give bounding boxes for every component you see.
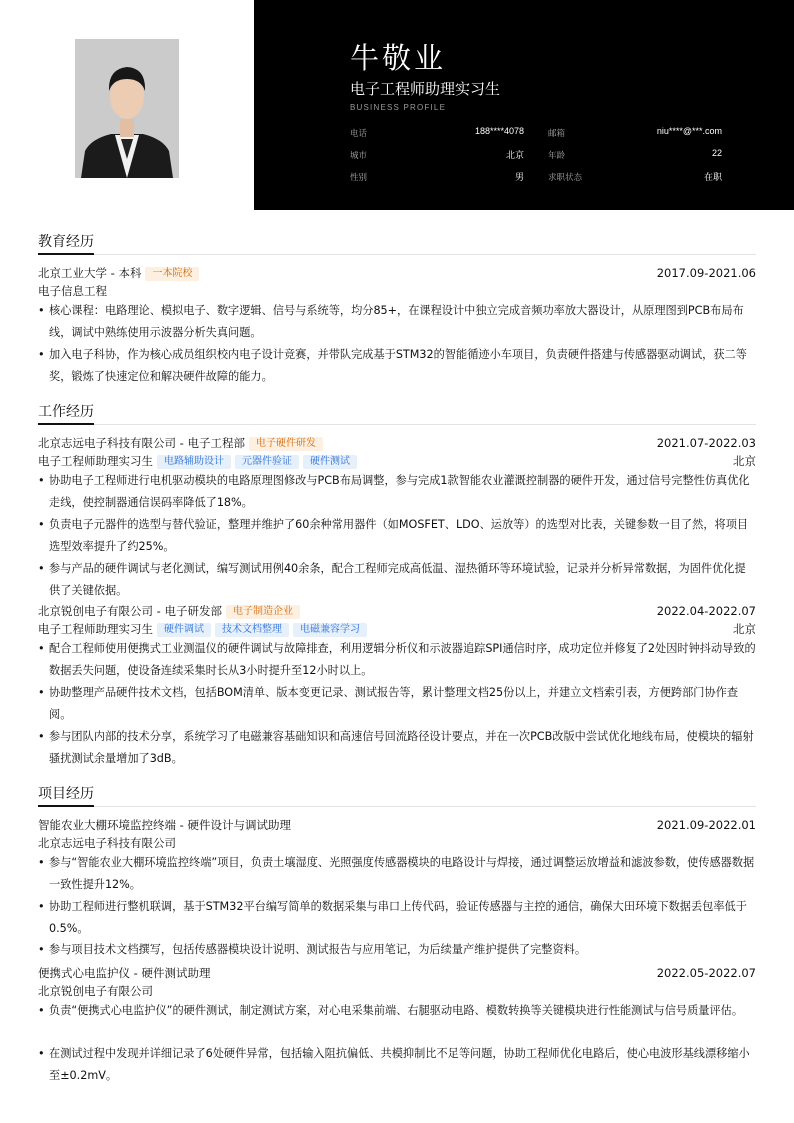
- city-label: 城市: [350, 151, 368, 161]
- candidate-name: 牛敬业: [350, 41, 447, 75]
- section-title: [38, 232, 756, 254]
- job-date: 2022.04-2022.07: [656, 604, 756, 618]
- resume-header: [0, 0, 794, 210]
- skill-tag: 硬件测试: [303, 455, 357, 469]
- skill-tag: 硬件调试: [157, 623, 211, 637]
- project-entry-header: [38, 816, 756, 834]
- project-entry-header: [38, 964, 756, 982]
- job-title: 电子工程师助理实习生: [350, 80, 501, 98]
- job-role: 电子工程师助理实习生: [38, 622, 153, 636]
- project-bullet: • 参与“智能农业大棚环境监控终端”项目，负责土壤湿度、光照强度传感器模块的电路设计与焊接，通过调整运放增益和滤波参数，使传感器数据一致性提升12%。: [38, 852, 756, 896]
- job-bullet: • 配合工程师使用便携式工业测温仪的硬件调试与故障排查，利用逻辑分析仪和示波器追踪SPI通信时序，成功定位并修复了2处因时钟抖动导致的数据丢失问题，使设备连续采集时长从3小时提升至12小时以上。: [38, 638, 756, 682]
- job-location: 北京: [733, 622, 756, 636]
- project-date: 2022.05-2022.07: [656, 966, 756, 980]
- major-row: [38, 282, 756, 300]
- skill-tag: 技术文档整理: [215, 623, 289, 637]
- education-bullet: • 加入电子科协，作为核心成员组织校内电子设计竞赛，并带队完成基于STM32的智能循迹小车项目，负责硬件搭建与传感器驱动调试，获二等奖，锻炼了快速定位和解决硬件故障的能力。: [38, 344, 756, 388]
- job-bullet: • 参与产品的硬件调试与老化测试，编写测试用例40余条，配合工程师完成高低温、湿热循环等环境试验，记录并分析异常数据，为固件优化提供了关键依据。: [38, 558, 756, 602]
- job-role-row: [38, 620, 756, 638]
- phone-label: 电话: [350, 129, 368, 139]
- job-bullet: • 参与团队内部的技术分享，系统学习了电磁兼容基础知识和高速信号回流路径设计要点，并在一次PCB改版中尝试优化地线布局，使模块的辐射骚扰测试余量增加了3dB。: [38, 726, 756, 770]
- project-date: 2021.09-2022.01: [656, 818, 756, 832]
- projects-heading: 项目经历: [38, 786, 94, 802]
- skill-tag: 电磁兼容学习: [293, 623, 367, 637]
- project-name: 智能农业大棚环境监控终端 - 硬件设计与调试助理: [38, 818, 291, 832]
- job-bullet: • 协助电子工程师进行电机驱动模块的电路原理图修改与PCB布局调整，参与完成1款智能农业灌溉控制器的硬件开发，通过信号完整性仿真优化走线，使控制器通信误码率降低了18%。: [38, 470, 756, 514]
- section-underline: [38, 805, 94, 807]
- section-title: [38, 402, 756, 424]
- company-name: 北京志远电子科技有限公司 - 电子工程部: [38, 436, 245, 450]
- email-value: niu****@***.com: [656, 126, 722, 136]
- major: 电子信息工程: [38, 284, 107, 298]
- job-entry-header: [38, 602, 756, 620]
- project-org: 北京志远电子科技有限公司: [38, 836, 176, 850]
- education-section: [38, 232, 756, 383]
- project-org-row: [38, 982, 756, 1000]
- business-profile-label: BUSINESS PROFILE: [350, 103, 447, 112]
- school-tag: 一本院校: [145, 267, 199, 281]
- job-entry-header: [38, 434, 756, 452]
- skill-tag: 电路辅助设计: [157, 455, 231, 469]
- project-org-row: [38, 834, 756, 852]
- job-role-row: [38, 452, 756, 470]
- job-location: 北京: [733, 454, 756, 468]
- gender-label: 性别: [350, 173, 368, 183]
- education-date: 2017.09-2021.06: [656, 266, 756, 280]
- job-bullet: • 负责电子元器件的选型与替代验证，整理并维护了60余种常用器件（如MOSFET、LDO、运放等）的选型对比表，关键参数一目了然，将项目选型效率提升了约25%。: [38, 514, 756, 558]
- project-bullet: • 参与项目技术文档撰写，包括传感器模块设计说明、测试报告与应用笔记，为后续量产维护提供了完整资料。: [38, 939, 756, 961]
- project-bullet: • 负责“便携式心电监护仪”的硬件测试，制定测试方案，对心电采集前端、右腿驱动电路、模数转换等关键模块进行性能测试与信号质量评估。: [38, 1000, 756, 1022]
- education-bullet: • 核心课程：电路理论、模拟电子、数字逻辑、信号与系统等，均分85+，在课程设计中独立完成音频功率放大器设计，从原理图到PCB布局布线，调试中熟练使用示波器分析失真问题。: [38, 300, 756, 344]
- section-underline: [38, 423, 94, 425]
- job-date: 2021.07-2022.03: [656, 436, 756, 450]
- section-title: [38, 784, 756, 806]
- school-name: 北京工业大学 - 本科: [38, 266, 142, 280]
- company-tag: 电子硬件研发: [249, 437, 323, 451]
- company-name: 北京锐创电子有限公司 - 电子研发部: [38, 604, 222, 618]
- section-underline: [38, 253, 94, 255]
- company-tag: 电子制造企业: [226, 605, 300, 619]
- age-value: 22: [711, 148, 722, 158]
- gender-value: 男: [514, 172, 524, 182]
- projects-section: [38, 784, 756, 1082]
- city-value: 北京: [505, 150, 524, 160]
- job-role: 电子工程师助理实习生: [38, 454, 153, 468]
- education-heading: 教育经历: [38, 234, 94, 250]
- project-name: 便携式心电监护仪 - 硬件测试助理: [38, 966, 211, 980]
- job-status-value: 在职: [703, 172, 722, 182]
- age-label: 年龄: [548, 151, 566, 161]
- section-divider: [38, 806, 756, 807]
- skill-tag: 元器件验证: [235, 455, 299, 469]
- email-label: 邮箱: [548, 129, 566, 139]
- job-bullet: • 协助整理产品硬件技术文档，包括BOM清单、版本变更记录、测试报告等，累计整理文档25份以上，并建立文档索引表，方便跨部门协作查阅。: [38, 682, 756, 726]
- section-divider: [38, 424, 756, 425]
- project-bullet: • 在测试过程中发现并详细记录了6处硬件异常，包括输入阻抗偏低、共模抑制比不足等问题，协助工程师优化电路后，使心电波形基线漂移缩小至±0.2mV。: [38, 1043, 756, 1087]
- section-divider: [38, 254, 756, 255]
- portrait-image: [75, 39, 179, 178]
- profile-photo: [75, 39, 179, 178]
- job-status-label: 求职状态: [548, 173, 583, 183]
- phone-value: 188****4078: [474, 126, 524, 136]
- work-heading: 工作经历: [38, 404, 94, 420]
- education-entry-header: [38, 264, 756, 282]
- work-section: [38, 402, 756, 765]
- project-org: 北京锐创电子有限公司: [38, 984, 153, 998]
- project-bullet: • 协助工程师进行整机联调，基于STM32平台编写简单的数据采集与串口上传代码，验证传感器与主控的通信，确保大田环境下数据丢包率低于0.5%。: [38, 896, 756, 940]
